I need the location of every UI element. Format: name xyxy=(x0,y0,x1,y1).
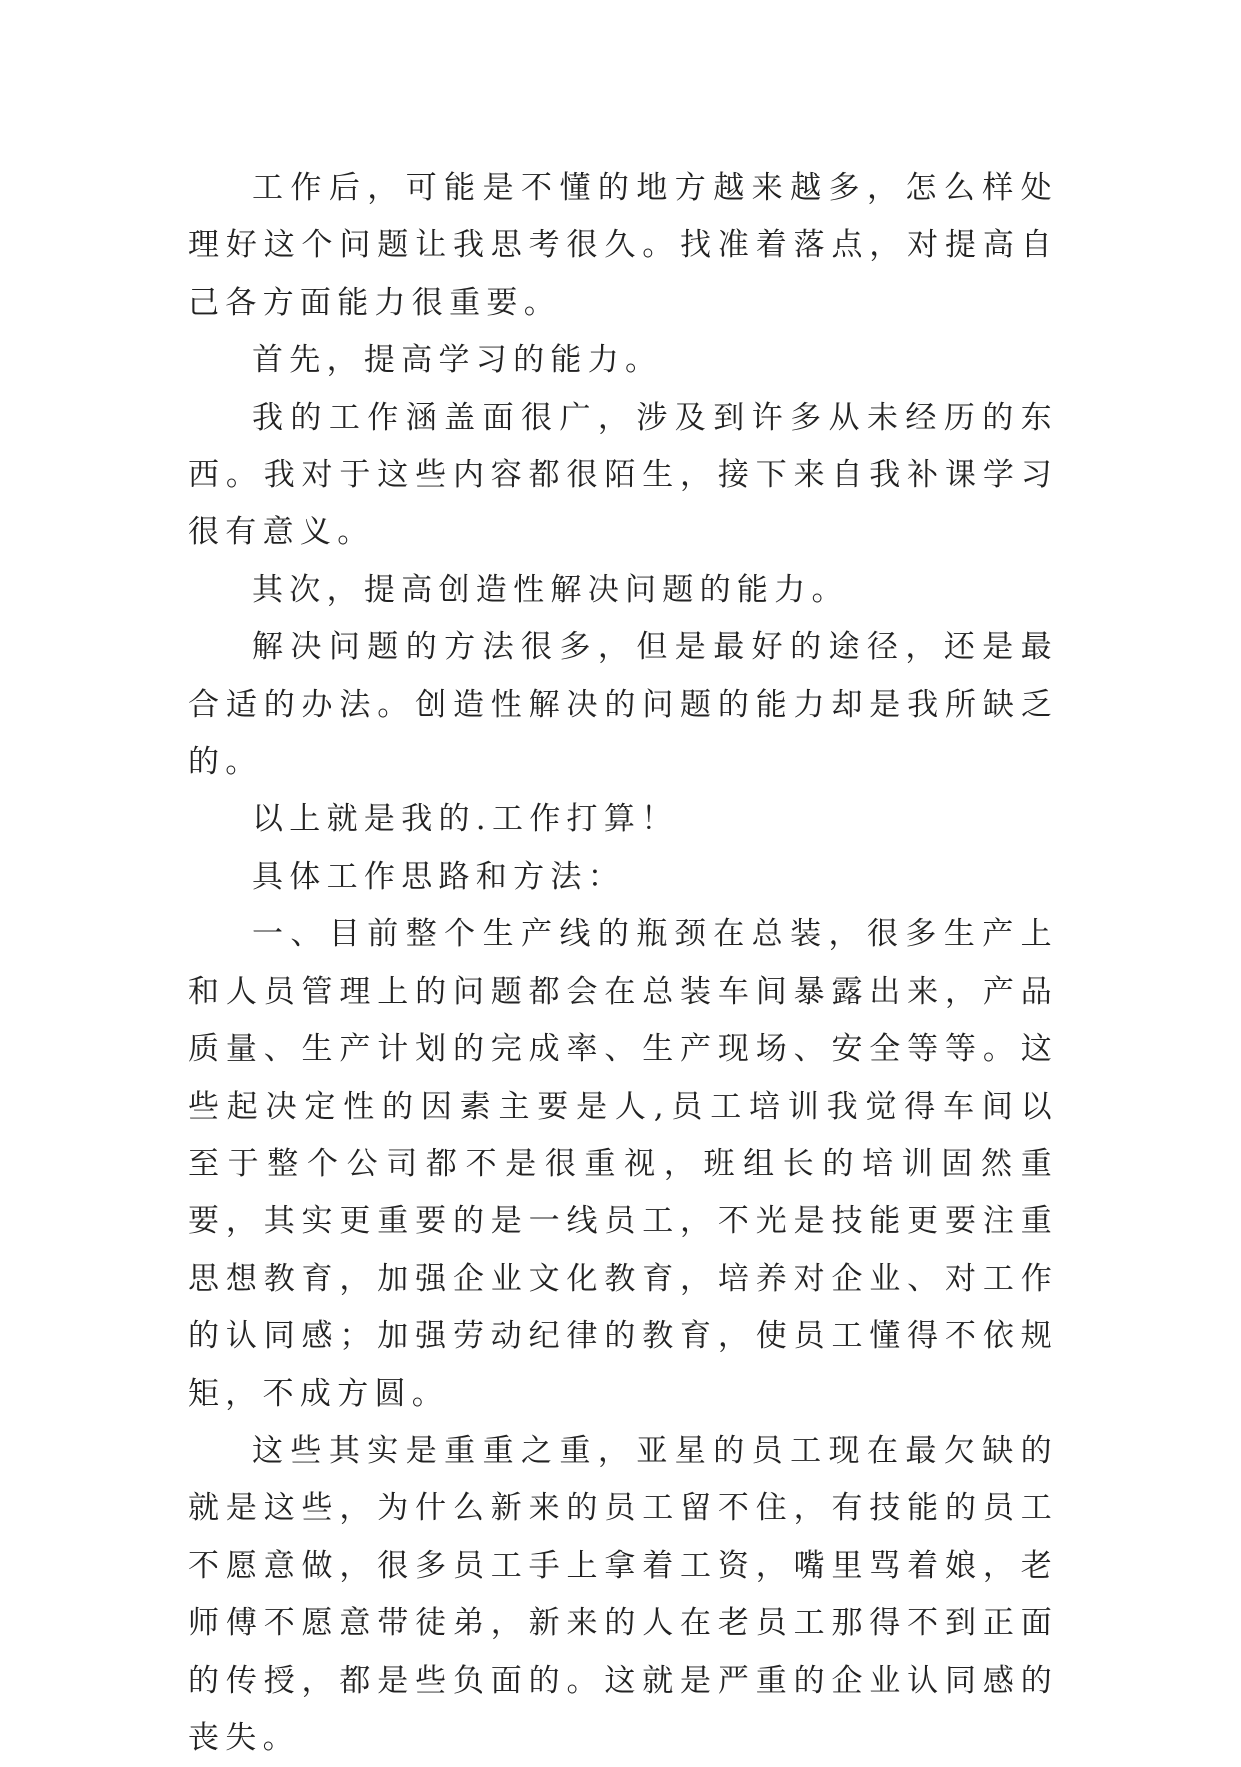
document-body xyxy=(188,160,1058,1767)
paragraph-5: 解决问题的方法很多，但是最好的途径，还是最合适的办法。创造性解决的问题的能力却是我所缺乏的。 xyxy=(188,629,1058,781)
paragraph-9: 这些其实是重重之重，亚星的员工现在最欠缺的就是这些，为什么新来的员工留不住，有技能的员工不愿意做，很多员工手上拿着工资，嘴里骂着娘，老师傅不愿意带徒弟，新来的人在老员工那得不到正面的传授，都是些负面的。这就是严重的企业认同感的丧失。 xyxy=(188,1432,1058,1756)
paragraph-4: 其次，提高创造性解决问题的能力。 xyxy=(252,571,849,608)
paragraph-1: 工作后，可能是不懂的地方越来越多，怎么样处理好这个问题让我思考很久。找准着落点，对提高自己各方面能力很重要。 xyxy=(188,170,1058,321)
paragraph-7: 具体工作思路和方法： xyxy=(252,858,625,895)
paragraph-3: 我的工作涵盖面很广，涉及到许多从未经历的东西。我对于这些内容都很陌生，接下来自我补课学习很有意义。 xyxy=(188,399,1058,551)
paragraph-8: 一、目前整个生产线的瓶颈在总装，很多生产上和人员管理上的问题都会在总装车间暴露出来，产品质量、生产计划的完成率、生产现场、安全等等。这些起决定性的因素主要是人,员工培训我觉得车间以至于整个公司都不是很重视，班组长的培训固然重要，其实更重要的是一线员工，不光是技能更要注重思想教育，加强企业文化教育，培养对企业、对工作的认同感；加强劳动纪律的教育，使员工懂得不依规矩，不成方圆。 xyxy=(188,916,1058,1412)
paragraph-2: 首先，提高学习的能力。 xyxy=(252,342,663,379)
paragraph-6: 以上就是我的.工作打算！ xyxy=(252,801,679,838)
